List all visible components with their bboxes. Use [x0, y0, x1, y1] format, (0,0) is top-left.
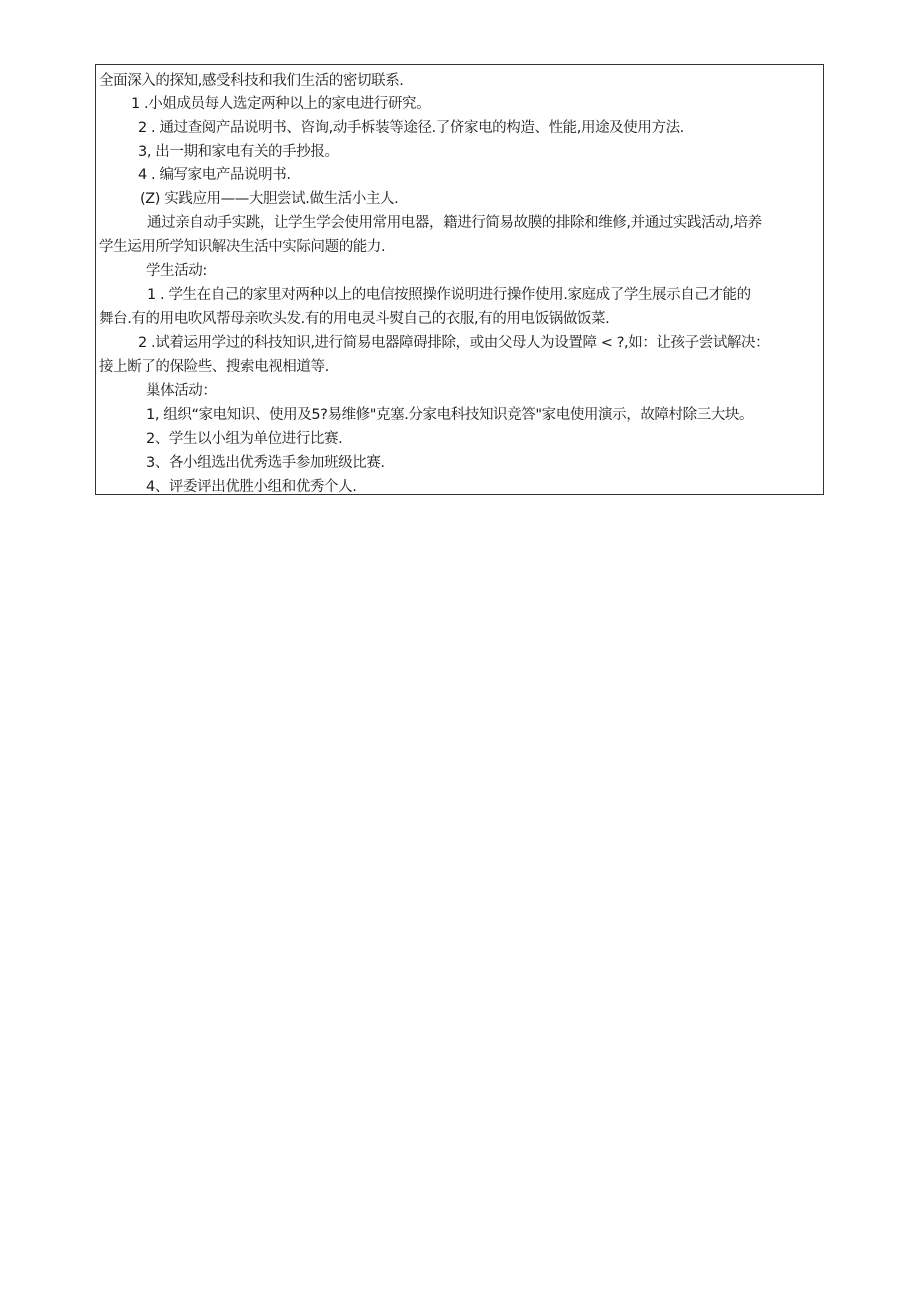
group-activity-4: 4、评委评出优胜小组和优秀个人.: [146, 479, 357, 495]
student-activity-2-line-1: 2 .试着运用学过的科技知识,进行简易电器障碍排除，或由父母人为设置障 < ?,如：让孩子尝试解决：: [138, 335, 770, 351]
paragraph-practice-line-2: 学生运用所学知识解决生活中实际问题的能力.: [99, 239, 386, 255]
list-item-1: 1 .小姐成员每人选定两种以上的家电进行研究。: [131, 96, 431, 112]
student-activity-1-line-1: 1 . 学生在自己的家里对两种以上的电信按照操作说明进行操作使用.家庭成了学生展示自己才能的: [147, 287, 751, 303]
group-activity-1: 1, 组织“家电知识、使用及5?易维修"克塞.分家电科技知识竞答"家电使用演示，故障村除三大块。: [146, 407, 754, 423]
student-activity-2-line-2: 接上断了的保险些、搜索电视相道等.: [99, 359, 329, 375]
student-activity-1-line-2: 舞台.有的用电吹风帮母亲吹头发.有的用电灵斗熨自己的衣服,有的用电饭锅做饭菜.: [99, 311, 610, 327]
paragraph-intro: 全面深入的探知,感受科技和我们生活的密切联系.: [99, 73, 404, 89]
list-item-3: 3, 出一期和家电有关的手抄报。: [138, 144, 339, 160]
content-table-cell: [95, 64, 824, 495]
section-heading-practice: (Z) 实践应用——大胆尝试.做生活小主人.: [140, 191, 399, 207]
heading-student-activities: 学生活动:: [146, 263, 207, 279]
group-activity-2: 2、学生以小组为单位进行比赛.: [146, 431, 343, 447]
heading-group-activities: 巢体活动：: [146, 383, 217, 399]
list-item-4: 4 . 编写家电产品说明书.: [138, 167, 291, 183]
list-item-2: 2 . 通过查阅产品说明书、咨询,动手柝装等途径.了侪家电的构造、性能,用途及使用方法.: [138, 120, 684, 136]
paragraph-practice-line-1: 通过亲自动手实跳，让学生学会使用常用电器，籍进行简易故膜的排除和维修,并通过实践活动,培养: [147, 215, 762, 231]
group-activity-3: 3、各小组选出优秀选手参加班级比赛.: [146, 455, 385, 471]
